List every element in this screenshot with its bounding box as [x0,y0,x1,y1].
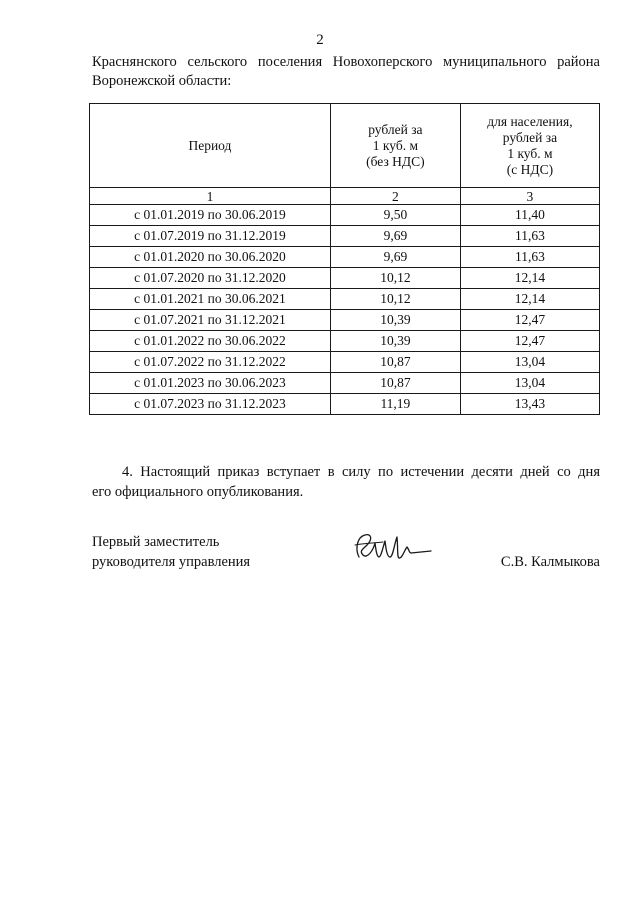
header-vat-line-1: для населения, [487,113,573,129]
table-row [90,226,600,247]
header-no-vat-line-3: (без НДС) [366,153,425,169]
signer-title [92,532,250,572]
header-vat-line-3: 1 куб. м [507,145,553,161]
cell-period: с 01.01.2022 по 30.06.2022 [90,331,331,352]
column-number-1: 1 [90,188,331,205]
table-row [90,289,600,310]
cell-price-without-vat: 10,39 [330,331,460,352]
table-row [90,331,600,352]
cell-price-without-vat: 11,19 [330,394,460,415]
cell-period: с 01.01.2023 по 30.06.2023 [90,373,331,394]
column-number-2: 2 [330,188,460,205]
table-header-row [90,104,600,188]
cell-price-with-vat: 11,40 [460,205,599,226]
table-row [90,352,600,373]
intro-text [92,53,600,91]
paragraph-line-1: 4. Настоящий приказ вступает в силу по истечении десяти дней со дня [122,464,600,480]
table-row [90,205,600,226]
table-row [90,373,600,394]
header-vat-line-4: (с НДС) [506,161,554,177]
header-period: Период [90,104,331,188]
page-number: 2 [316,32,324,48]
table-row [90,268,600,289]
header-no-vat-line-2: 1 куб. м [372,137,418,153]
header-price-with-vat [460,104,599,188]
cell-period: с 01.07.2021 по 31.12.2021 [90,310,331,331]
signer-name: С.В. Калмыкова [500,554,600,570]
table-row [90,310,600,331]
cell-price-without-vat: 10,87 [330,352,460,373]
cell-price-with-vat: 12,14 [460,268,599,289]
header-price-without-vat [330,104,460,188]
cell-period: с 01.01.2020 по 30.06.2020 [90,247,331,268]
cell-price-without-vat: 10,39 [330,310,460,331]
cell-price-without-vat: 9,69 [330,247,460,268]
cell-price-with-vat: 12,47 [460,331,599,352]
signer-title-line-2: руководителя управления [92,554,251,570]
handwritten-signature [345,527,435,567]
cell-period: с 01.01.2021 по 30.06.2021 [90,289,331,310]
table-row [90,394,600,415]
cell-price-without-vat: 10,12 [330,289,460,310]
effective-date-paragraph [92,462,600,502]
tariff-table [89,103,600,415]
column-number-row [90,188,600,205]
cell-period: с 01.07.2022 по 31.12.2022 [90,352,331,373]
cell-price-with-vat: 12,14 [460,289,599,310]
cell-price-without-vat: 10,87 [330,373,460,394]
cell-price-without-vat: 9,69 [330,226,460,247]
cell-price-with-vat: 11,63 [460,247,599,268]
cell-price-with-vat: 11,63 [460,226,599,247]
header-no-vat-line-1: рублей за [368,121,423,137]
cell-period: с 01.07.2019 по 31.12.2019 [90,226,331,247]
intro-line-2: Воронежской области: [92,73,232,89]
cell-price-without-vat: 9,50 [330,205,460,226]
header-vat-line-2: рублей за [502,129,558,145]
cell-price-without-vat: 10,12 [330,268,460,289]
intro-line-1: Краснянского сельского поселения Новохоперского муниципального района [92,54,600,70]
tariff-table-body [90,205,600,415]
cell-period: с 01.07.2023 по 31.12.2023 [90,394,331,415]
paragraph-line-2: его официального опубликования. [92,484,304,500]
cell-price-with-vat: 13,04 [460,373,599,394]
cell-price-with-vat: 13,43 [460,394,599,415]
signer-title-line-1: Первый заместитель [92,534,220,550]
cell-price-with-vat: 13,04 [460,352,599,373]
table-row [90,247,600,268]
column-number-3: 3 [460,188,599,205]
cell-period: с 01.07.2020 по 31.12.2020 [90,268,331,289]
cell-price-with-vat: 12,47 [460,310,599,331]
cell-period: с 01.01.2019 по 30.06.2019 [90,205,331,226]
